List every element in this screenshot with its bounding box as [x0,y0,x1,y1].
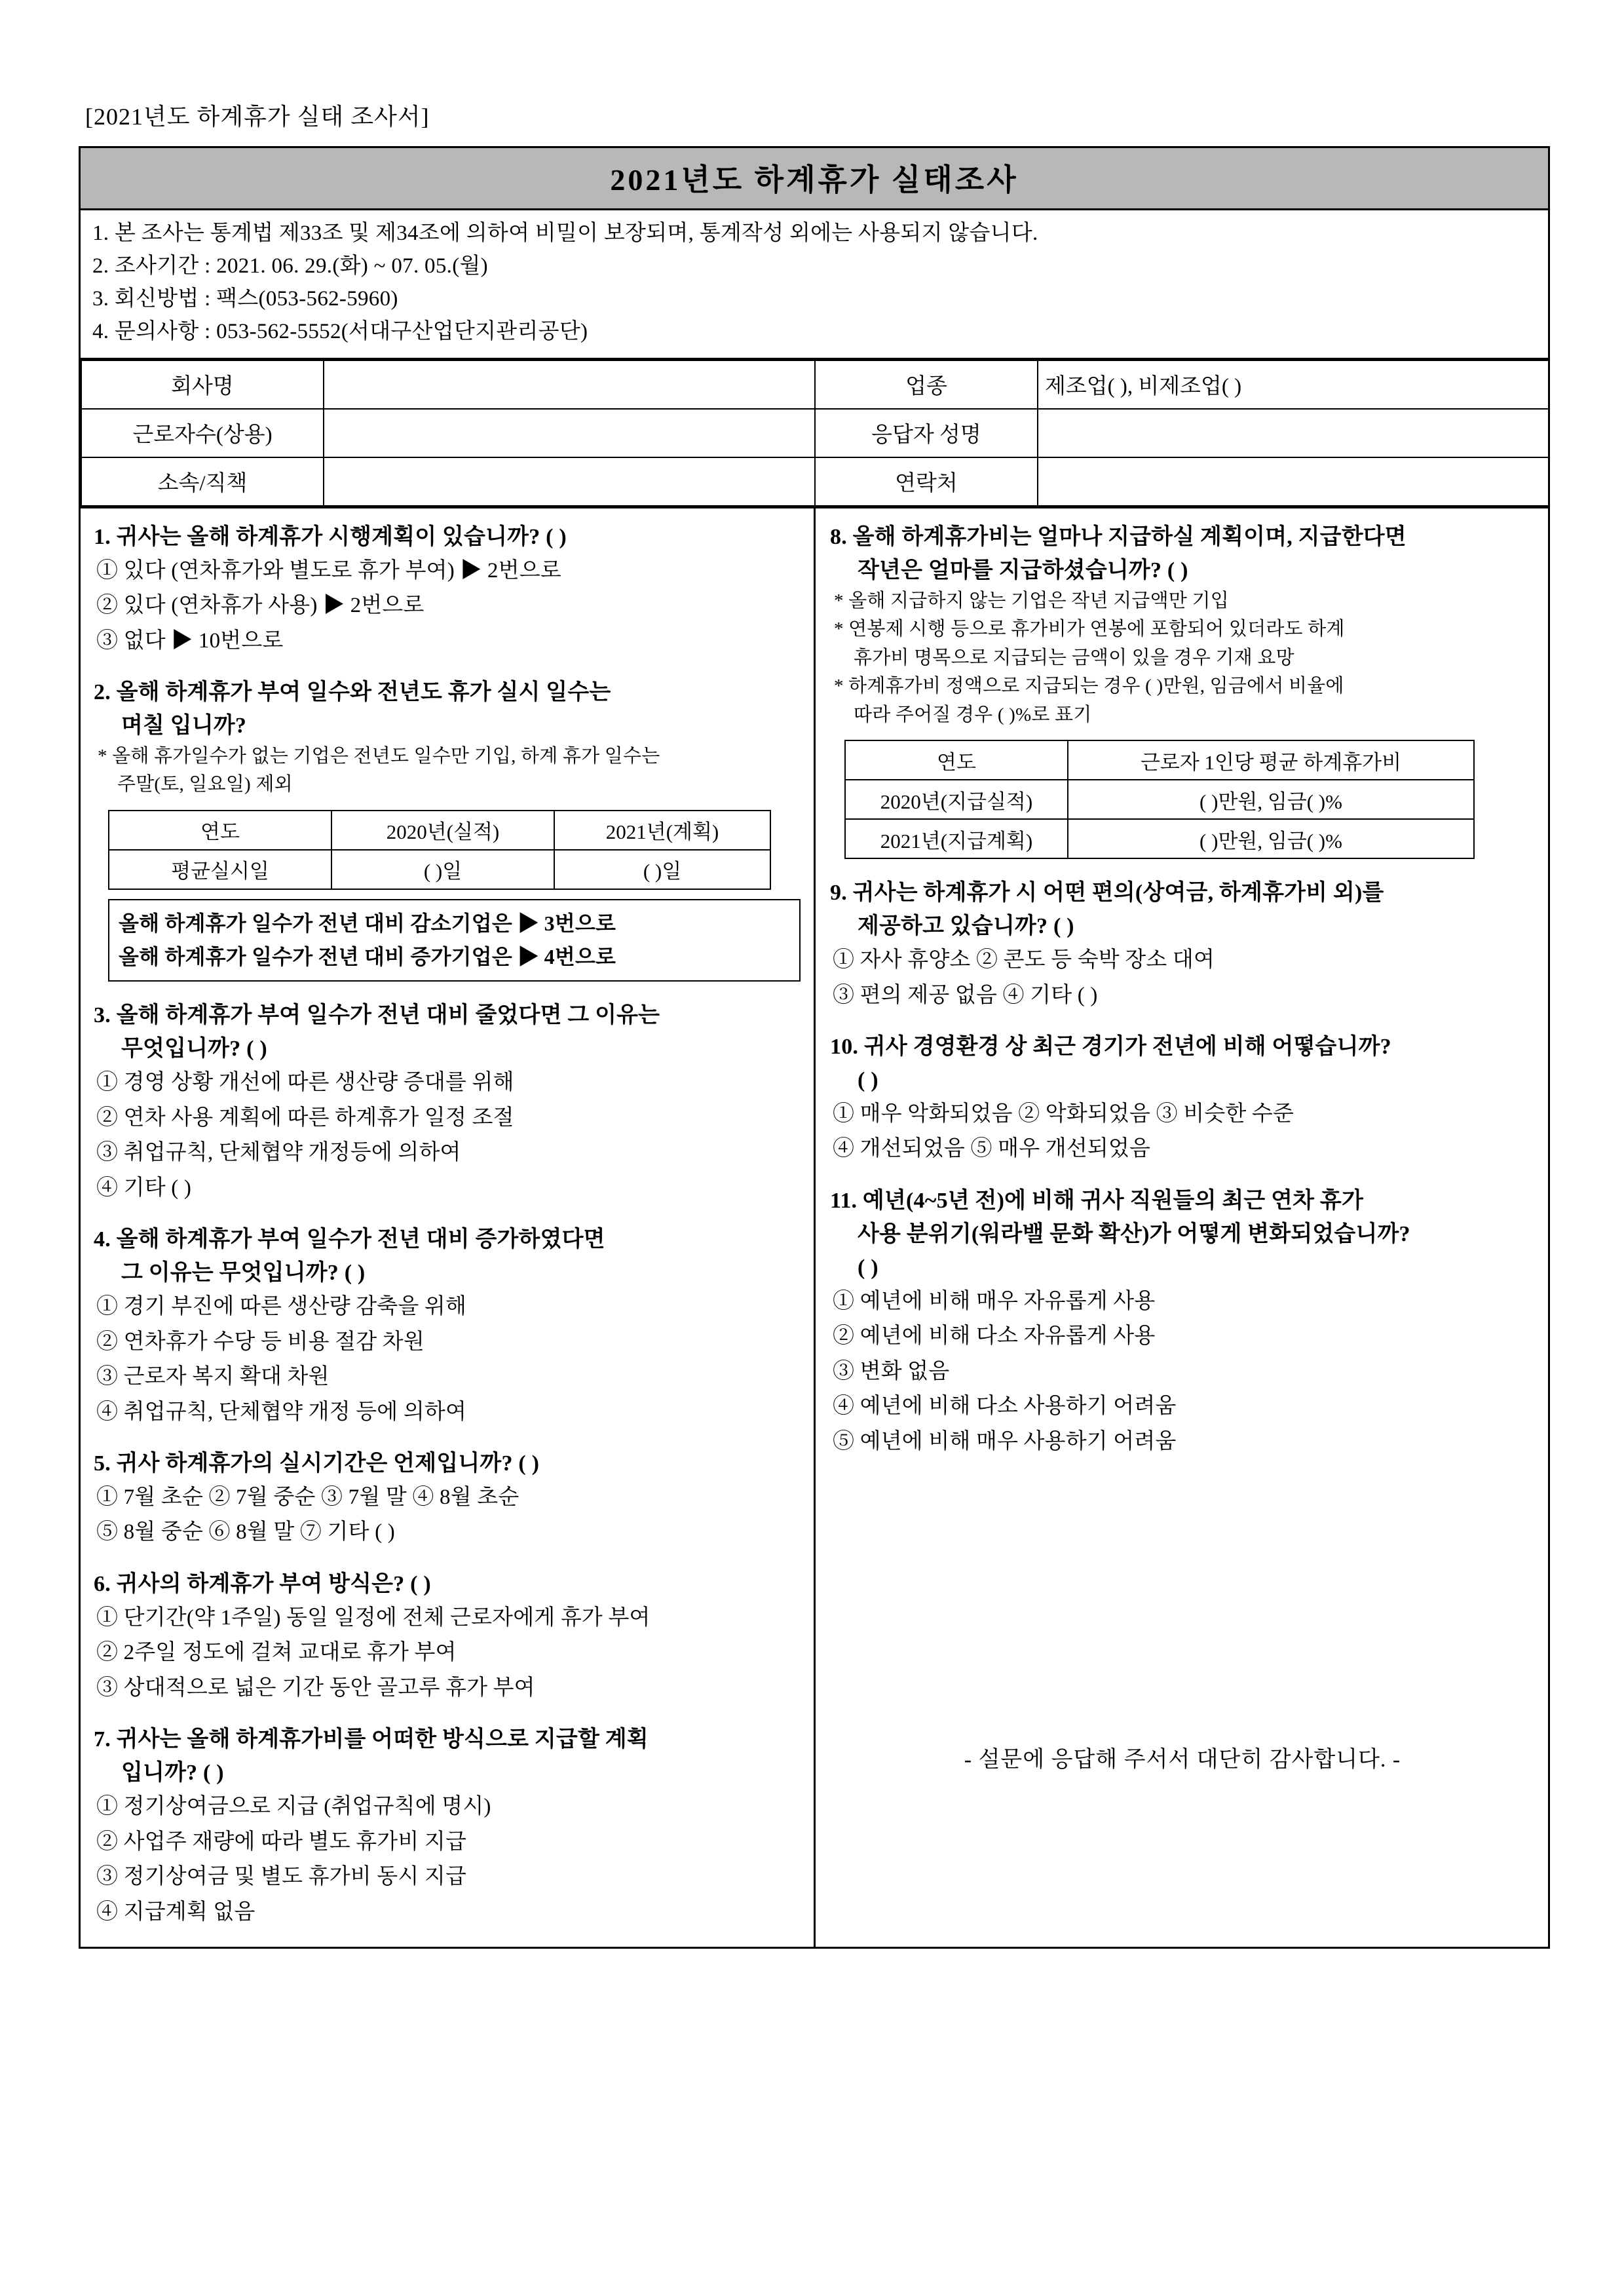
question-3-line-1: 3. 올해 하계휴가 부여 일수가 전년 대비 줄었다면 그 이유는 [94,1003,660,1028]
question-8-line-1: 8. 올해 하계휴가비는 얼마나 지급하실 계획이며, 지급한다면 [830,524,1407,549]
company-info-section [81,360,1548,508]
table-row [845,780,1474,819]
question-2-text [94,676,801,742]
question-1-option-3[interactable]: ③ 없다 ▶ 10번으로 [96,628,284,653]
question-10-line-1: 10. 귀사 경영환경 상 최근 경기가 전년에 비해 어떻습니까? [830,1035,1391,1060]
questions-right-column [816,508,1548,1947]
questions-left-column [81,508,816,1947]
question-7-line-2: 입니까? ( ) [121,1761,224,1786]
question-11-option-1[interactable]: ① 예년에 비해 매우 자유롭게 사용 [833,1289,1156,1313]
question-11-text [830,1184,1535,1284]
table-row [845,819,1474,858]
q2-header-2020: 2020년(실적) [331,811,554,850]
notice-item-2: 2. 조사기간 : 2021. 06. 29.(화) ~ 07. 05.(월) [92,254,488,278]
question-9-line-2: 제공하고 있습니까? ( ) [858,914,1074,939]
question-9-line-1: 9. 귀사는 하계휴가 시 어떤 편의(상여금, 하계휴가비 외)를 [830,881,1384,906]
question-4-line-2: 그 이유는 무엇입니까? ( ) [121,1261,366,1286]
question-8-notes [830,587,1535,730]
question-11-option-5[interactable]: ⑤ 예년에 비해 매우 사용하기 어려움 [833,1429,1177,1453]
question-7-option-3[interactable]: ③ 정기상여금 및 별도 휴가비 동시 지급 [96,1865,467,1889]
question-9-text [830,876,1535,943]
question-6-text: 6. 귀사의 하계휴가 부여 방식은? ( ) [94,1571,431,1596]
label-company-name: 회사명 [81,360,324,409]
question-8-note-2b: 휴가비 명목으로 지급되는 금액이 있을 경우 기재 요망 [854,647,1294,668]
question-8-note-3b: 따라 주어질 경우 ( )%로 표기 [854,704,1092,725]
company-info-table [81,360,1549,507]
question-8-line-2: 작년은 얼마를 지급하셨습니까? ( ) [858,558,1188,583]
question-7-option-2[interactable]: ② 사업주 재량에 따라 별도 휴가비 지급 [96,1829,467,1854]
question-2-note-line-1: * 올해 휴가일수가 없는 기업은 전년도 일수만 기입, 하계 휴가 일수는 [98,745,660,767]
question-11-line-1: 11. 예년(4~5년 전)에 비해 귀사 직원들의 최근 연차 휴가 [830,1188,1363,1213]
document-tag: [2021년도 하계휴가 실태 조사서] [85,104,430,130]
question-4-line-1: 4. 올해 하계휴가 부여 일수가 전년 대비 증가하였다면 [94,1227,605,1252]
question-1-option-1[interactable]: ① 있다 (연차휴가와 별도로 휴가 부여) ▶ 2번으로 [96,558,561,583]
table-row [845,740,1474,780]
question-9-option-row-2[interactable]: ③ 편의 제공 없음 ④ 기타 ( ) [833,983,1098,1007]
field-department-title[interactable] [324,457,815,506]
closing-message: - 설문에 응답해 주서서 대단히 감사합니다. - [964,1748,1401,1772]
notice-item-3: 3. 회신방법 : 팩스(053-562-5960) [92,287,398,311]
question-5-option-row-2[interactable]: ⑤ 8월 중순 ⑥ 8월 말 ⑦ 기타 ( ) [96,1520,395,1544]
question-2-note [94,742,801,799]
question-8-text [830,520,1535,587]
question-4-text [94,1223,801,1290]
table-row [81,409,1549,457]
label-industry: 업종 [815,360,1038,409]
question-2-routing-box [108,899,801,982]
question-11-option-2[interactable]: ② 예년에 비해 다소 자유롭게 사용 [833,1324,1156,1349]
question-10-line-2: ( ) [858,1068,878,1093]
q2-cell-2021[interactable]: ( )일 [554,850,770,889]
question-8-note-3: * 하계휴가비 정액으로 지급되는 경우 ( )만원, 임금에서 비율에 [834,676,1344,697]
question-3-option-1[interactable]: ① 경영 상황 개선에 따른 생산량 증대를 위해 [96,1071,514,1095]
notice-list [81,210,1548,360]
q2-row-label: 평균실시일 [109,850,331,889]
questions-container [81,508,1548,1947]
label-contact: 연락처 [815,457,1038,506]
question-4-option-4[interactable]: ④ 취업규칙, 단체협약 개정 등에 의하여 [96,1400,467,1424]
question-1-option-2[interactable]: ② 있다 (연차휴가 사용) ▶ 2번으로 [96,594,425,618]
question-10-text [830,1030,1535,1097]
question-4-option-1[interactable]: ① 경기 부진에 따른 생산량 감축을 위해 [96,1295,467,1319]
survey-form [79,146,1550,1949]
field-worker-count[interactable] [324,409,815,457]
question-11-line-2: 사용 분위기(워라밸 문화 확산)가 어떻게 변화되었습니까? [858,1221,1410,1246]
question-4-option-3[interactable]: ③ 근로자 복지 확대 차원 [96,1365,330,1389]
field-respondent-name[interactable] [1038,409,1549,457]
question-9-option-row-1[interactable]: ① 자사 휴양소 ② 콘도 등 숙박 장소 대여 [833,948,1215,972]
question-2-table [108,810,771,890]
table-row [81,360,1549,409]
q8-row-2021-label: 2021년(지급계획) [845,819,1068,858]
label-respondent-name: 응답자 성명 [815,409,1038,457]
q8-row-2021-value[interactable]: ( )만원, 임금( )% [1068,819,1474,858]
question-3-text [94,999,801,1065]
question-10-option-row-2[interactable]: ④ 개선되었음 ⑤ 매우 개선되었음 [833,1137,1151,1161]
routing-decrease: 올해 하계휴가 일수가 전년 대비 감소기업은 ▶ 3번으로 [119,911,616,935]
label-department-title: 소속/직책 [81,457,324,506]
notice-item-4: 4. 문의사항 : 053-562-5552(서대구산업단지관리공단) [92,320,588,344]
table-row [109,811,770,850]
question-7-option-1[interactable]: ① 정기상여금으로 지급 (취업규칙에 명시) [96,1795,491,1819]
field-company-name[interactable] [324,360,815,409]
question-3-option-3[interactable]: ③ 취업규칙, 단체협약 개정등에 의하여 [96,1141,461,1165]
question-11-option-3[interactable]: ③ 변화 없음 [833,1359,950,1383]
q8-row-2020-label: 2020년(지급실적) [845,780,1068,819]
question-3-line-2: 무엇입니까? ( ) [121,1037,267,1062]
question-2-line-1: 2. 올해 하계휴가 부여 일수와 전년도 휴가 실시 일수는 [94,679,611,704]
question-5-text: 5. 귀사 하계휴가의 실시기간은 언제입니까? ( ) [94,1451,540,1476]
question-7-text [94,1723,801,1789]
form-title: 2021년도 하계휴가 실태조사 [81,148,1548,210]
question-3-option-2[interactable]: ② 연차 사용 계획에 따른 하계휴가 일정 조절 [96,1105,514,1130]
q8-header-amount: 근로자 1인당 평균 하계휴가비 [1068,740,1474,780]
question-2-line-2: 며칠 입니까? [121,713,247,738]
question-1-text: 1. 귀사는 올해 하계휴가 시행계획이 있습니까? ( ) [94,524,567,549]
question-2-note-line-2: 주말(토, 일요일) 제외 [117,774,293,795]
notice-item-1: 1. 본 조사는 통계법 제33조 및 제34조에 의하여 비밀이 보장되며, 통계작성 외에는 사용되지 않습니다. [92,221,1038,245]
question-8-table [844,740,1475,859]
field-contact[interactable] [1038,457,1549,506]
routing-increase: 올해 하계휴가 일수가 전년 대비 증가기업은 ▶ 4번으로 [119,945,616,969]
q8-header-year: 연도 [845,740,1068,780]
question-7-line-1: 7. 귀사는 올해 하계휴가비를 어떠한 방식으로 지급할 계획 [94,1727,649,1752]
question-6-option-3[interactable]: ③ 상대적으로 넓은 기간 동안 골고루 휴가 부여 [96,1675,535,1700]
q2-header-year: 연도 [109,811,331,850]
question-6-option-2[interactable]: ② 2주일 정도에 걸쳐 교대로 휴가 부여 [96,1641,457,1665]
q2-header-2021: 2021년(계획) [554,811,770,850]
question-5-option-row-1[interactable]: ① 7월 초순 ② 7월 중순 ③ 7월 말 ④ 8월 초순 [96,1485,519,1509]
table-row [109,850,770,889]
question-7-option-4[interactable]: ④ 지급계획 없음 [96,1900,255,1924]
question-3-option-4[interactable]: ④ 기타 ( ) [96,1176,192,1200]
label-worker-count: 근로자수(상용) [81,409,324,457]
question-8-note-1: * 올해 지급하지 않는 기업은 작년 지급액만 기입 [834,590,1229,611]
field-industry[interactable]: 제조업( ), 비제조업( ) [1038,360,1549,409]
question-4-option-2[interactable]: ② 연차휴가 수당 등 비용 절감 차원 [96,1330,425,1354]
table-row [81,457,1549,506]
question-10-option-row-1[interactable]: ① 매우 악화되었음 ② 악화되었음 ③ 비슷한 수준 [833,1102,1294,1126]
q2-cell-2020[interactable]: ( )일 [331,850,554,889]
question-11-line-3: ( ) [858,1255,878,1280]
question-11-option-4[interactable]: ④ 예년에 비해 다소 사용하기 어려움 [833,1394,1177,1419]
question-8-note-2: * 연봉제 시행 등으로 휴가비가 연봉에 포함되어 있더라도 하계 [834,619,1345,640]
question-6-option-1[interactable]: ① 단기간(약 1주일) 동일 일정에 전체 근로자에게 휴가 부여 [96,1605,651,1630]
q8-row-2020-value[interactable]: ( )만원, 임금( )% [1068,780,1474,819]
